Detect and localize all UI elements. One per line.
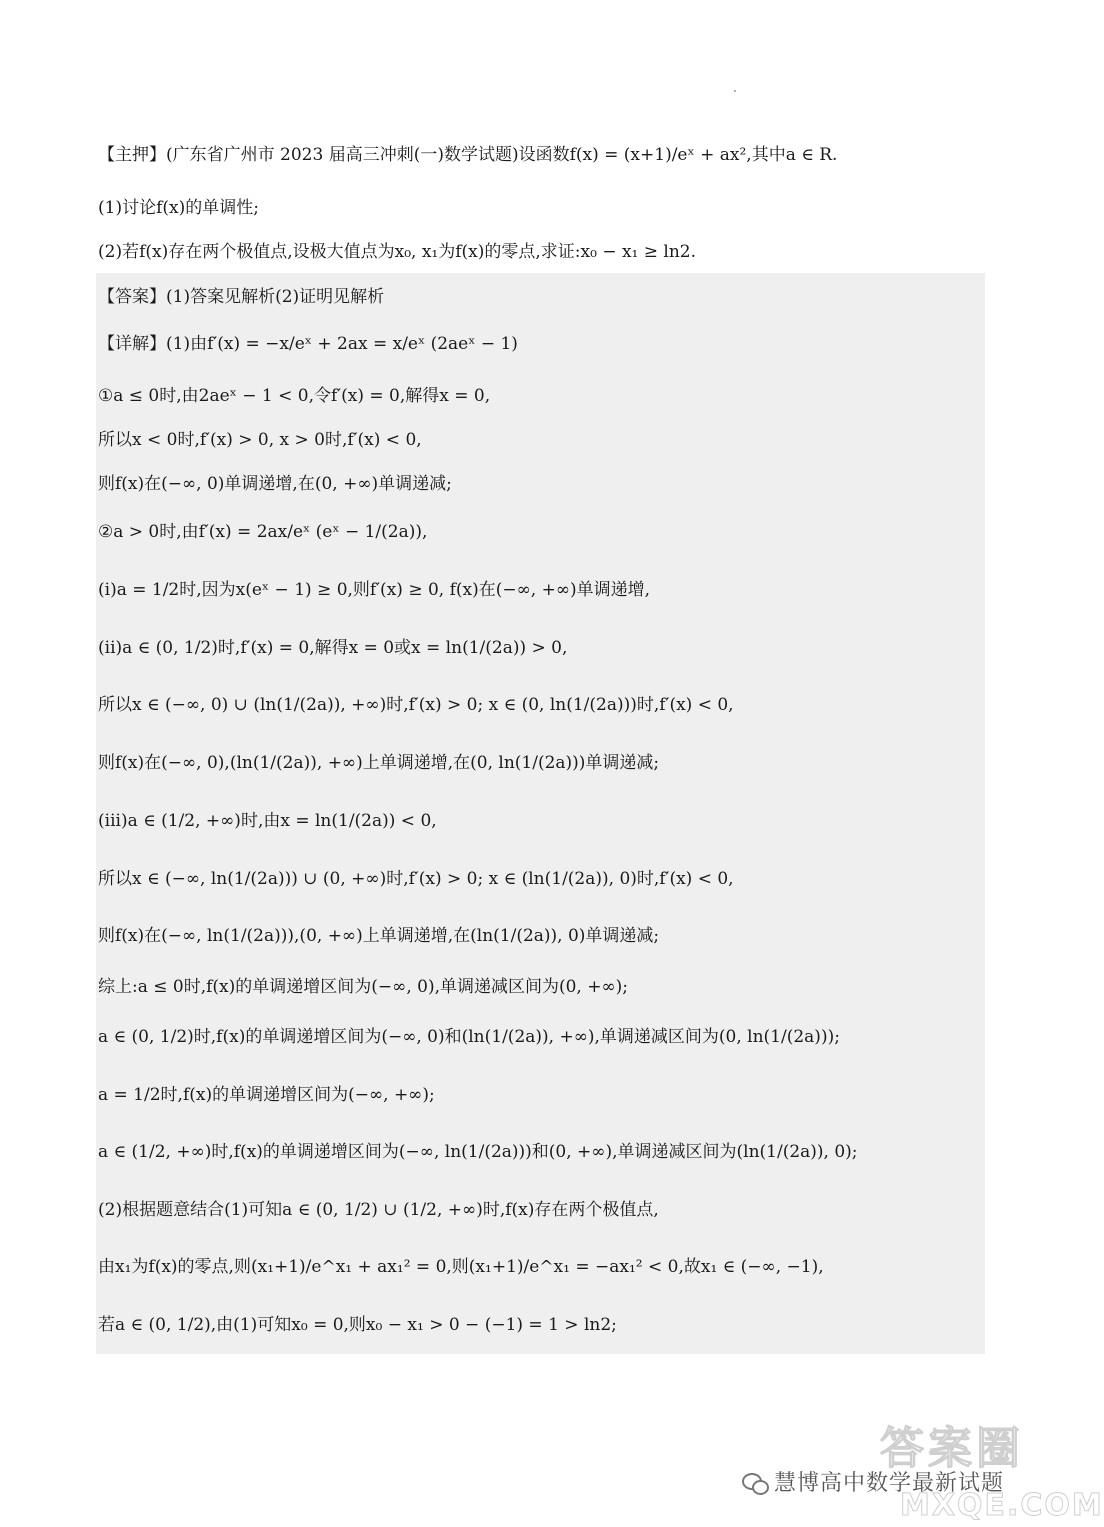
solution-line: 由x₁为f(x)的零点,则(x₁+1)/e^x₁ + ax₁² = 0,则(x₁+1)/e^x₁ = −ax₁² < 0,故x₁ ∈ (−∞, −1), [98,1257,824,1277]
watermark-brand: 答案圈 [880,1423,1024,1474]
question-part-2: (2)若f(x)存在两个极值点,设极大值点为x₀, x₁为f(x)的零点,求证:x₀ − x₁ ≥ ln2. [98,242,697,262]
question-stem: 【主押】(广东省广州市 2023 届高三冲刺(一)数学试题)设函数f(x) = (x+1)/eˣ + ax²,其中a ∈ R. [98,145,838,165]
solution-line: 所以x < 0时,f′(x) > 0, x > 0时,f′(x) < 0, [98,430,422,450]
solution-line: (iii)a ∈ (1/2, +∞)时,由x = ln(1/(2a)) < 0, [98,811,437,831]
solution-line: 所以x ∈ (−∞, 0) ∪ (ln(1/(2a)), +∞)时,f′(x) > 0; x ∈ (0, ln(1/(2a)))时,f′(x) < 0, [98,695,734,715]
solution-line: ①a ≤ 0时,由2aeˣ − 1 < 0,令f′(x) = 0,解得x = 0, [98,386,491,406]
solution-line: (ii)a ∈ (0, 1/2)时,f′(x) = 0,解得x = 0或x = ln(1/(2a)) > 0, [98,638,568,658]
wechat-icon [742,1471,768,1493]
solution-line: (2)根据题意结合(1)可知a ∈ (0, 1/2) ∪ (1/2, +∞)时,f(x)存在两个极值点, [98,1200,659,1220]
page-speck [734,90,736,92]
watermark-account-text: 慧博高中数学最新试题 [774,1471,1005,1496]
solution-line: a ∈ (1/2, +∞)时,f(x)的单调递增区间为(−∞, ln(1/(2a)))和(0, +∞),单调递减区间为(ln(1/(2a)), 0); [98,1142,858,1162]
solution-line: a ∈ (0, 1/2)时,f(x)的单调递增区间为(−∞, 0)和(ln(1/(2a)), +∞),单调递减区间为(0, ln(1/(2a))); [98,1027,840,1047]
solution-line: 则f(x)在(−∞, ln(1/(2a))),(0, +∞)上单调递增,在(ln(1/(2a)), 0)单调递减; [98,926,660,946]
solution-line: 所以x ∈ (−∞, ln(1/(2a))) ∪ (0, +∞)时,f′(x) > 0; x ∈ (ln(1/(2a)), 0)时,f′(x) < 0, [98,869,734,889]
solution-line: 则f(x)在(−∞, 0)单调递增,在(0, +∞)单调递减; [98,474,452,494]
solution-line: ②a > 0时,由f′(x) = 2ax/eˣ (eˣ − 1/(2a)), [98,522,428,542]
solution-line: (i)a = 1/2时,因为x(eˣ − 1) ≥ 0,则f′(x) ≥ 0, f(x)在(−∞, +∞)单调递增, [98,580,651,600]
solution-line: 若a ∈ (0, 1/2),由(1)可知x₀ = 0,则x₀ − x₁ > 0 − (−1) = 1 > ln2; [98,1315,617,1335]
solution-line: 综上:a ≤ 0时,f(x)的单调递增区间为(−∞, 0),单调递减区间为(0, +∞); [98,977,628,997]
solution-line: 【详解】(1)由f′(x) = −x/eˣ + 2ax = x/eˣ (2aeˣ − 1) [98,334,518,354]
solution-line: 则f(x)在(−∞, 0),(ln(1/(2a)), +∞)上单调递增,在(0, ln(1/(2a)))单调递减; [98,753,660,773]
answer-summary: 【答案】(1)答案见解析(2)证明见解析 [98,287,385,307]
question-part-1: (1)讨论f(x)的单调性; [98,198,259,218]
solution-line: a = 1/2时,f(x)的单调递增区间为(−∞, +∞); [98,1085,435,1105]
watermark-url: MXQE.COM [900,1488,1104,1523]
